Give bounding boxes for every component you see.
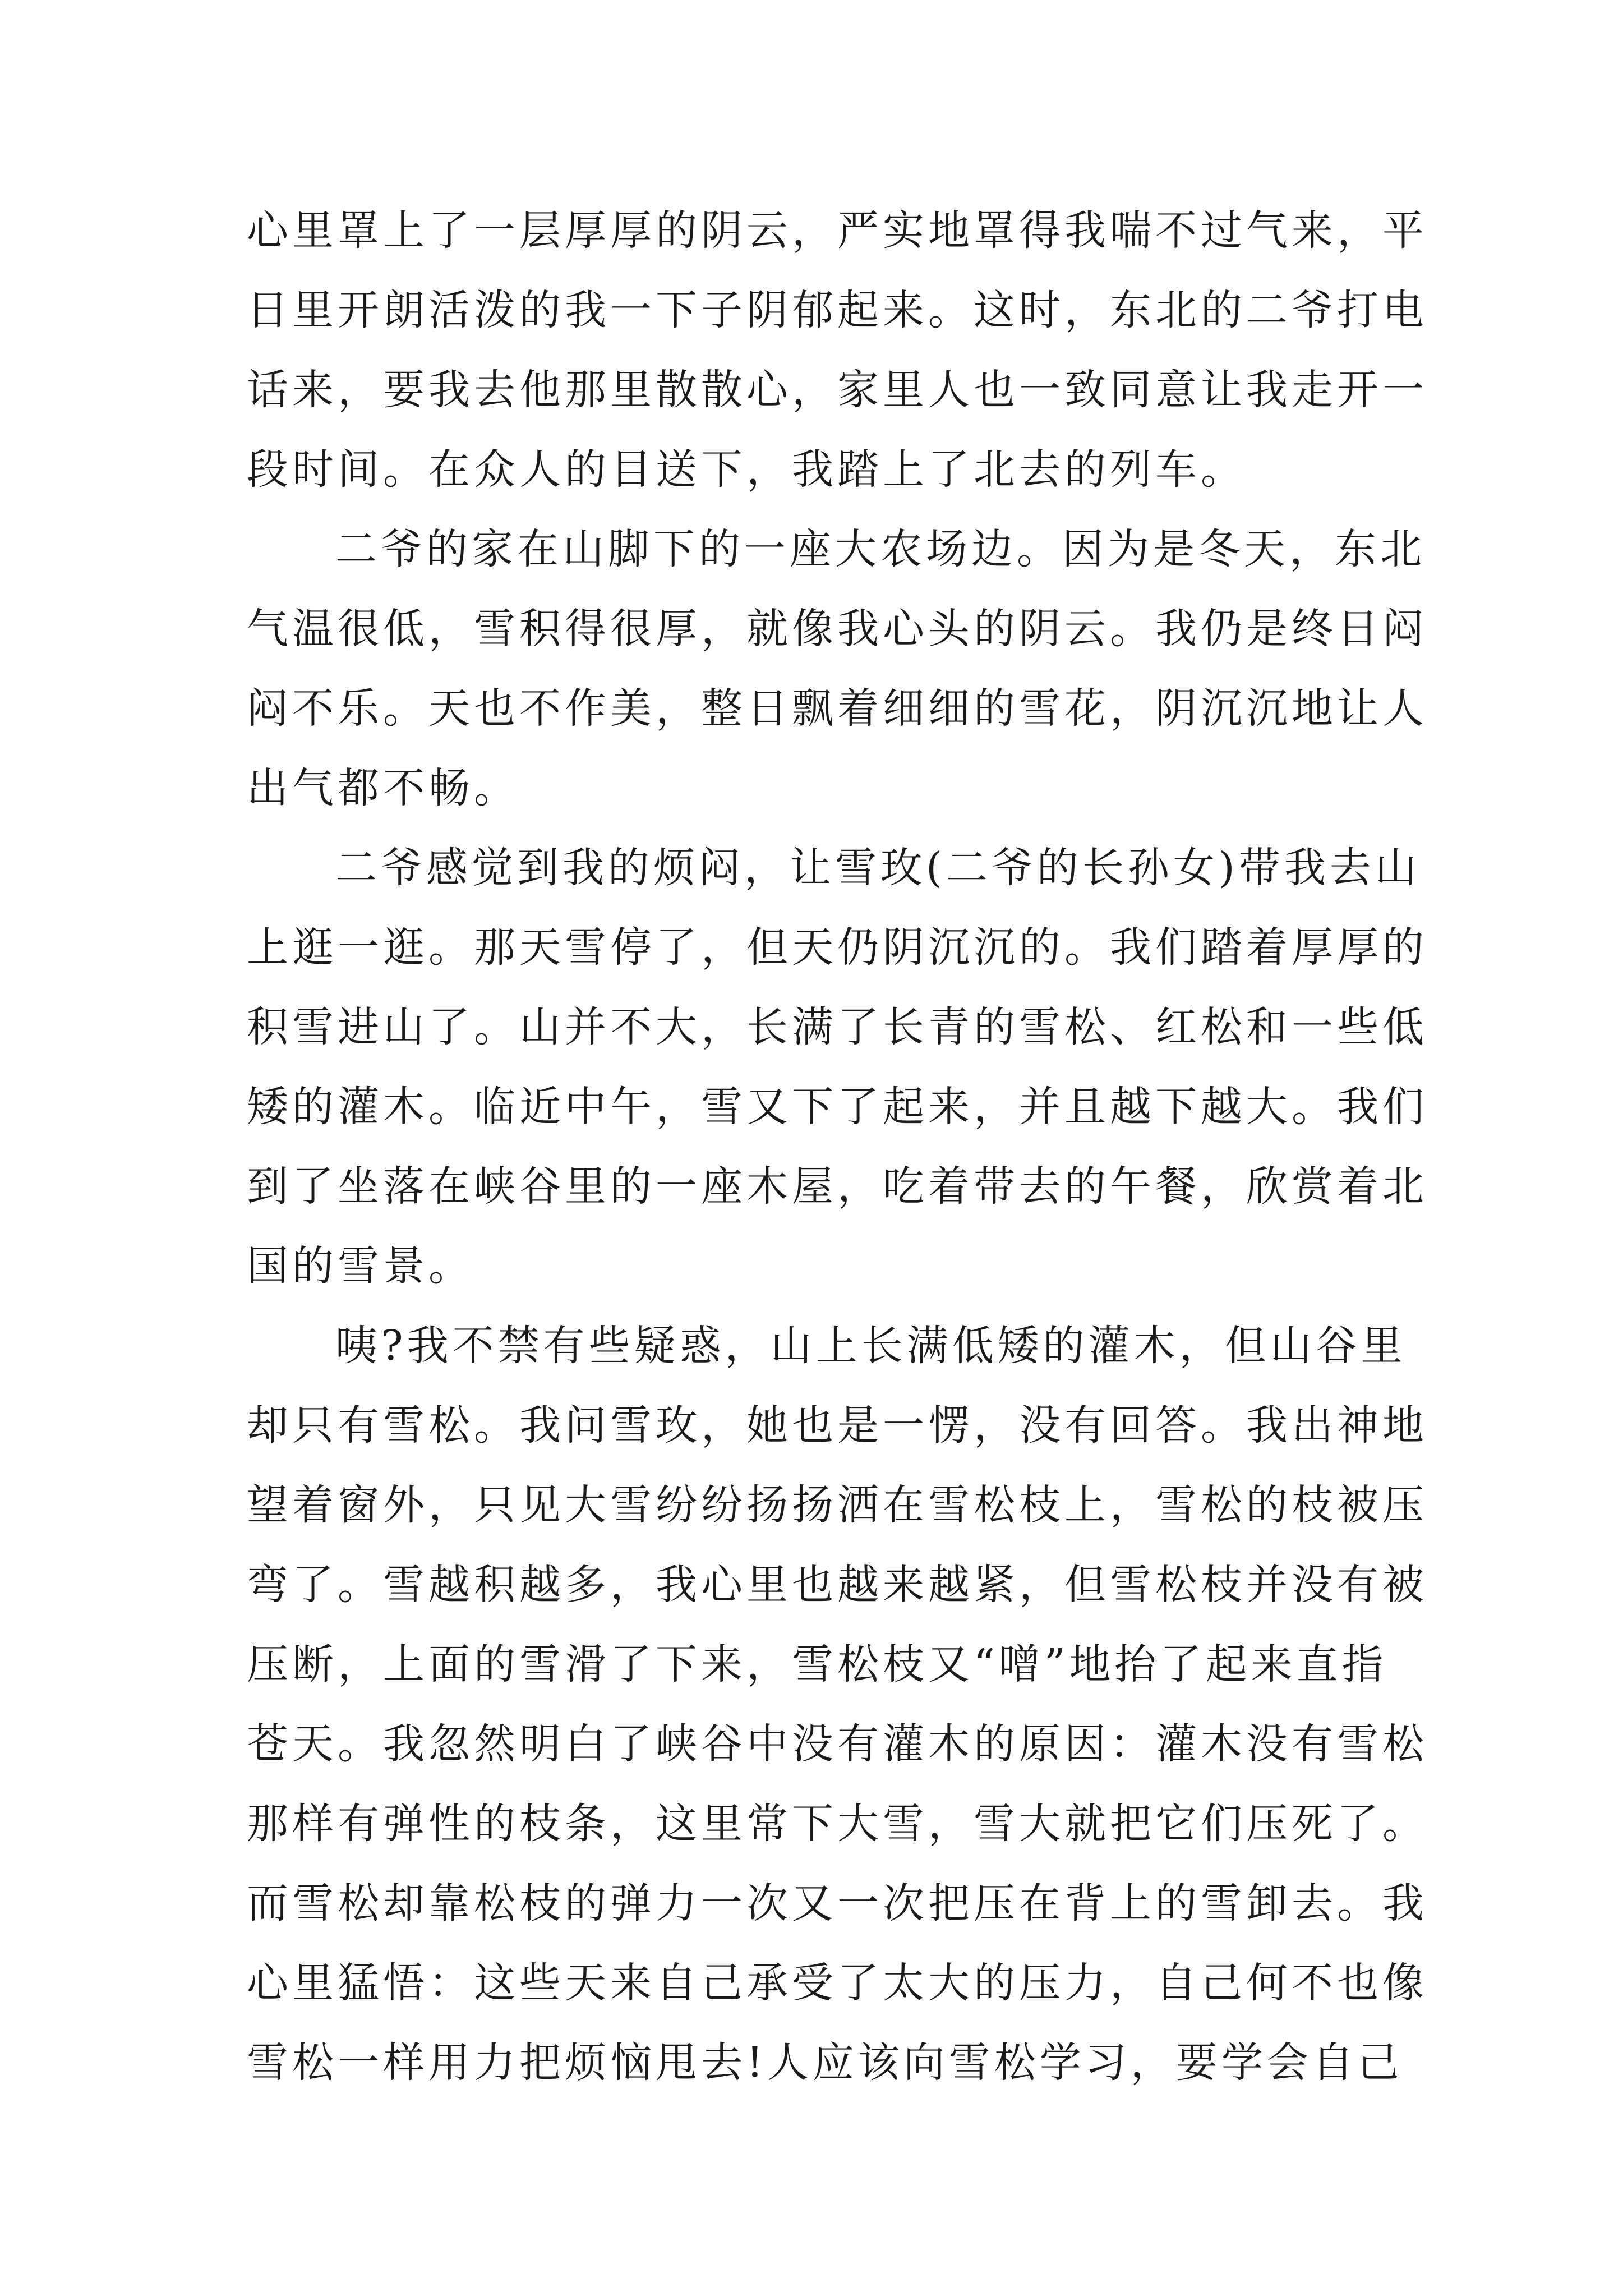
text-line: 上逛一逛。那天雪停了，但天仍阴沉沉的。我们踏着厚厚的: [247, 923, 1428, 972]
text-line: 望着窗外，只见大雪纷纷扬扬洒在雪松枝上，雪松的枝被压: [247, 1481, 1428, 1529]
text-line: 矮的灌木。临近中午，雪又下了起来，并且越下越大。我们: [247, 1083, 1428, 1131]
text-line: 国的雪景。: [247, 1242, 474, 1290]
text-line: 心里猛悟：这些天来自己承受了太大的压力，自己何不也像: [247, 1959, 1428, 2007]
text-line: 心里罩上了一层厚厚的阴云，严实地罩得我喘不过气来，平: [247, 206, 1428, 255]
text-line: 出气都不畅。: [247, 764, 519, 812]
text-line: 到了坐落在峡谷里的一座木屋，吃着带去的午餐，欣赏着北: [247, 1162, 1428, 1211]
text-line: 弯了。雪越积越多，我心里也越来越紧，但雪松枝并没有被: [247, 1561, 1428, 1609]
text-line: 二爷感觉到我的烦闷，让雪玫(二爷的长孙女)带我去山: [335, 844, 1421, 892]
text-line: 而雪松却靠松枝的弹力一次又一次把压在背上的雪卸去。我: [247, 1879, 1428, 1927]
text-line: 苍天。我忽然明白了峡谷中没有灌木的原因：灌木没有雪松: [247, 1720, 1428, 1768]
text-line: 雪松一样用力把烦恼甩去!人应该向雪松学习，要学会自己: [247, 2039, 1403, 2087]
text-line: 那样有弹性的枝条，这里常下大雪，雪大就把它们压死了。: [247, 1800, 1428, 1848]
text-line: 积雪进山了。山并不大，长满了长青的雪松、红松和一些低: [247, 1003, 1428, 1051]
text-line: 段时间。在众人的目送下，我踏上了北去的列车。: [247, 445, 1246, 494]
text-line: 却只有雪松。我问雪玫，她也是一愣，没有回答。我出神地: [247, 1401, 1428, 1450]
text-line: 话来，要我去他那里散散心，家里人也一致同意让我走开一: [247, 366, 1428, 414]
text-line: 二爷的家在山脚下的一座大农场边。因为是冬天，东北: [335, 525, 1426, 573]
text-line: 日里开朗活泼的我一下子阴郁起来。这时，东北的二爷打电: [247, 286, 1428, 334]
text-line: 咦?我不禁有些疑惑，山上长满低矮的灌木，但山谷里: [335, 1322, 1407, 1370]
body-text: [247, 191, 1428, 2102]
text-line: 闷不乐。天也不作美，整日飘着细细的雪花，阴沉沉地让人: [247, 684, 1428, 733]
text-line: 气温很低，雪积得很厚，就像我心头的阴云。我仍是终日闷: [247, 605, 1428, 653]
text-line: 压断，上面的雪滑了下来，雪松枝又“噌”地抬了起来直指: [247, 1640, 1387, 1688]
